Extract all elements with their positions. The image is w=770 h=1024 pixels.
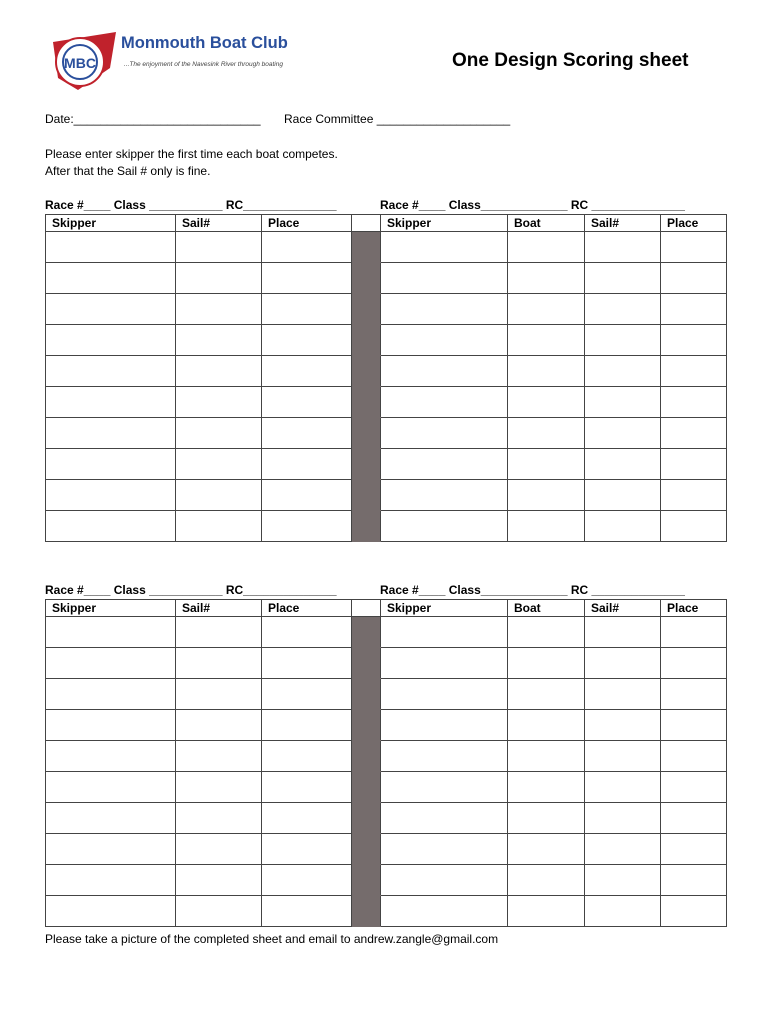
race-header-right[interactable]: Race #____ Class_____________ RC ______________: [380, 198, 685, 212]
column-header: Place: [262, 215, 352, 232]
divider-column: [352, 617, 381, 648]
scoring-table: [45, 214, 727, 542]
entry-cell[interactable]: [508, 263, 585, 294]
entry-cell[interactable]: [585, 834, 661, 865]
entry-cell[interactable]: [176, 648, 262, 679]
entry-cell[interactable]: [262, 648, 352, 679]
entry-cell[interactable]: [381, 772, 508, 803]
entry-cell[interactable]: [46, 834, 176, 865]
entry-cell[interactable]: [508, 834, 585, 865]
divider-column: [352, 325, 381, 356]
entry-cell[interactable]: [508, 325, 585, 356]
entry-cell[interactable]: [262, 232, 352, 263]
entry-cell[interactable]: [176, 617, 262, 648]
entry-cell[interactable]: [46, 865, 176, 896]
table-row: [46, 511, 727, 542]
table-row: [46, 617, 727, 648]
instruction-line: After that the Sail # only is fine.: [45, 164, 211, 178]
entry-cell[interactable]: [46, 710, 176, 741]
entry-cell[interactable]: [585, 679, 661, 710]
entry-cell[interactable]: [46, 449, 176, 480]
entry-cell[interactable]: [661, 387, 727, 418]
entry-cell[interactable]: [176, 896, 262, 927]
entry-cell[interactable]: [176, 294, 262, 325]
entry-cell[interactable]: [176, 803, 262, 834]
entry-cell[interactable]: [585, 356, 661, 387]
entry-cell[interactable]: [176, 263, 262, 294]
entry-cell[interactable]: [585, 617, 661, 648]
divider-column: [352, 710, 381, 741]
column-header: Boat: [508, 600, 585, 617]
entry-cell[interactable]: [508, 356, 585, 387]
entry-cell[interactable]: [381, 679, 508, 710]
table-row: [46, 772, 727, 803]
entry-cell[interactable]: [661, 772, 727, 803]
divider-column: [352, 387, 381, 418]
entry-cell[interactable]: [585, 772, 661, 803]
divider-column: [352, 772, 381, 803]
entry-cell[interactable]: [585, 449, 661, 480]
entry-cell[interactable]: [262, 679, 352, 710]
entry-cell[interactable]: [262, 772, 352, 803]
entry-cell[interactable]: [381, 387, 508, 418]
entry-cell[interactable]: [381, 480, 508, 511]
column-header: Skipper: [46, 600, 176, 617]
column-header: Place: [661, 215, 727, 232]
entry-cell[interactable]: [381, 865, 508, 896]
entry-cell[interactable]: [585, 511, 661, 542]
entry-cell[interactable]: [176, 356, 262, 387]
entry-cell[interactable]: [661, 356, 727, 387]
race-committee-field[interactable]: Race Committee ____________________: [284, 112, 511, 126]
entry-cell[interactable]: [661, 865, 727, 896]
divider-column: [352, 511, 381, 542]
entry-cell[interactable]: [585, 387, 661, 418]
entry-cell[interactable]: [508, 480, 585, 511]
entry-cell[interactable]: [381, 356, 508, 387]
entry-cell[interactable]: [381, 803, 508, 834]
entry-cell[interactable]: [46, 617, 176, 648]
entry-cell[interactable]: [46, 896, 176, 927]
table-row: [46, 387, 727, 418]
divider-column: [352, 215, 381, 232]
entry-cell[interactable]: [508, 648, 585, 679]
entry-cell[interactable]: [46, 418, 176, 449]
entry-cell[interactable]: [46, 803, 176, 834]
entry-cell[interactable]: [585, 648, 661, 679]
entry-cell[interactable]: [661, 511, 727, 542]
table-header-row: [46, 600, 727, 617]
entry-cell[interactable]: [381, 418, 508, 449]
page-title: One Design Scoring sheet: [452, 50, 689, 71]
entry-cell[interactable]: [585, 325, 661, 356]
column-header: Boat: [508, 215, 585, 232]
entry-cell[interactable]: [46, 294, 176, 325]
divider-column: [352, 648, 381, 679]
entry-cell[interactable]: [508, 710, 585, 741]
entry-cell[interactable]: [176, 418, 262, 449]
entry-cell[interactable]: [508, 387, 585, 418]
table-row: [46, 803, 727, 834]
entry-cell[interactable]: [46, 356, 176, 387]
entry-cell[interactable]: [381, 617, 508, 648]
entry-cell[interactable]: [585, 896, 661, 927]
column-header: Sail#: [176, 600, 262, 617]
club-name: Monmouth Boat Club: [121, 34, 288, 52]
entry-cell[interactable]: [381, 263, 508, 294]
entry-cell[interactable]: [381, 325, 508, 356]
column-header: Sail#: [585, 215, 661, 232]
divider-column: [352, 232, 381, 263]
entry-cell[interactable]: [661, 418, 727, 449]
entry-cell[interactable]: [661, 325, 727, 356]
column-header: Place: [661, 600, 727, 617]
entry-cell[interactable]: [508, 617, 585, 648]
table-row: [46, 449, 727, 480]
divider-column: [352, 865, 381, 896]
entry-cell[interactable]: [262, 387, 352, 418]
entry-cell[interactable]: [176, 710, 262, 741]
table-row: [46, 710, 727, 741]
entry-cell[interactable]: [381, 232, 508, 263]
entry-cell[interactable]: [262, 741, 352, 772]
entry-cell[interactable]: [381, 710, 508, 741]
entry-cell[interactable]: [262, 449, 352, 480]
divider-column: [352, 294, 381, 325]
entry-cell[interactable]: [508, 896, 585, 927]
footer-note: Please take a picture of the completed sheet and email to andrew.zangle@gmail.com: [45, 932, 499, 946]
entry-cell[interactable]: [661, 480, 727, 511]
club-emblem-icon: [50, 28, 120, 92]
entry-cell[interactable]: [262, 834, 352, 865]
race-header-right[interactable]: Race #____ Class_____________ RC ______________: [380, 583, 685, 597]
entry-cell[interactable]: [661, 679, 727, 710]
entry-cell[interactable]: [262, 263, 352, 294]
table-header-row: [46, 215, 727, 232]
club-tagline: ...The enjoyment of the Navesink River through boating: [124, 61, 283, 68]
entry-cell[interactable]: [661, 617, 727, 648]
column-header: Sail#: [585, 600, 661, 617]
entry-cell[interactable]: [262, 617, 352, 648]
table-row: [46, 834, 727, 865]
entry-cell[interactable]: [585, 232, 661, 263]
column-header: Sail#: [176, 215, 262, 232]
entry-cell[interactable]: [46, 679, 176, 710]
entry-cell[interactable]: [508, 772, 585, 803]
entry-cell[interactable]: [46, 511, 176, 542]
entry-cell[interactable]: [176, 325, 262, 356]
entry-cell[interactable]: [661, 294, 727, 325]
svg-text:MBC: MBC: [64, 55, 96, 71]
entry-cell[interactable]: [176, 387, 262, 418]
entry-cell[interactable]: [262, 511, 352, 542]
divider-column: [352, 803, 381, 834]
entry-cell[interactable]: [176, 741, 262, 772]
entry-cell[interactable]: [262, 294, 352, 325]
instruction-line: Please enter skipper the first time each boat competes.: [45, 147, 338, 161]
table-row: [46, 896, 727, 927]
column-header: Skipper: [381, 600, 508, 617]
table-row: [46, 480, 727, 511]
entry-cell[interactable]: [585, 418, 661, 449]
entry-cell[interactable]: [381, 294, 508, 325]
table-row: [46, 263, 727, 294]
divider-column: [352, 896, 381, 927]
column-header: Skipper: [381, 215, 508, 232]
entry-cell[interactable]: [661, 232, 727, 263]
entry-cell[interactable]: [585, 803, 661, 834]
entry-cell[interactable]: [176, 511, 262, 542]
entry-cell[interactable]: [46, 325, 176, 356]
entry-cell[interactable]: [661, 449, 727, 480]
divider-column: [352, 679, 381, 710]
table-row: [46, 232, 727, 263]
entry-cell[interactable]: [661, 263, 727, 294]
entry-cell[interactable]: [381, 648, 508, 679]
entry-cell[interactable]: [585, 865, 661, 896]
entry-cell[interactable]: [508, 294, 585, 325]
divider-column: [352, 449, 381, 480]
entry-cell[interactable]: [176, 834, 262, 865]
entry-cell[interactable]: [262, 356, 352, 387]
entry-cell[interactable]: [46, 480, 176, 511]
entry-cell[interactable]: [176, 232, 262, 263]
table-row: [46, 418, 727, 449]
entry-cell[interactable]: [176, 449, 262, 480]
divider-column: [352, 834, 381, 865]
entry-cell[interactable]: [585, 710, 661, 741]
entry-cell[interactable]: [46, 648, 176, 679]
entry-cell[interactable]: [46, 263, 176, 294]
divider-column: [352, 418, 381, 449]
entry-cell[interactable]: [176, 865, 262, 896]
scoring-table: [45, 599, 727, 927]
column-header: Place: [262, 600, 352, 617]
entry-cell[interactable]: [585, 741, 661, 772]
entry-cell[interactable]: [585, 263, 661, 294]
entry-cell[interactable]: [46, 387, 176, 418]
entry-cell[interactable]: [46, 741, 176, 772]
entry-cell[interactable]: [381, 896, 508, 927]
entry-cell[interactable]: [661, 710, 727, 741]
divider-column: [352, 600, 381, 617]
entry-cell[interactable]: [661, 803, 727, 834]
table-row: [46, 325, 727, 356]
table-row: [46, 741, 727, 772]
date-field[interactable]: Date:____________________________: [45, 112, 261, 126]
table-row: [46, 294, 727, 325]
entry-cell[interactable]: [262, 865, 352, 896]
entry-cell[interactable]: [508, 449, 585, 480]
entry-cell[interactable]: [262, 710, 352, 741]
entry-cell[interactable]: [381, 449, 508, 480]
entry-cell[interactable]: [508, 418, 585, 449]
entry-cell[interactable]: [585, 480, 661, 511]
entry-cell[interactable]: [262, 480, 352, 511]
entry-cell[interactable]: [46, 772, 176, 803]
entry-cell[interactable]: [46, 232, 176, 263]
entry-cell[interactable]: [661, 648, 727, 679]
table-row: [46, 865, 727, 896]
entry-cell[interactable]: [381, 741, 508, 772]
entry-cell[interactable]: [661, 834, 727, 865]
entry-cell[interactable]: [508, 741, 585, 772]
entry-cell[interactable]: [661, 896, 727, 927]
entry-cell[interactable]: [508, 511, 585, 542]
column-header: Skipper: [46, 215, 176, 232]
table-row: [46, 679, 727, 710]
entry-cell[interactable]: [381, 511, 508, 542]
entry-cell[interactable]: [661, 741, 727, 772]
entry-cell[interactable]: [508, 803, 585, 834]
entry-cell[interactable]: [176, 679, 262, 710]
divider-column: [352, 263, 381, 294]
entry-cell[interactable]: [176, 480, 262, 511]
entry-cell[interactable]: [262, 803, 352, 834]
entry-cell[interactable]: [508, 232, 585, 263]
table-row: [46, 648, 727, 679]
race-header-left[interactable]: Race #____ Class ___________ RC______________: [45, 198, 337, 212]
entry-cell[interactable]: [508, 679, 585, 710]
entry-cell[interactable]: [262, 325, 352, 356]
divider-column: [352, 480, 381, 511]
entry-cell[interactable]: [262, 896, 352, 927]
entry-cell[interactable]: [381, 834, 508, 865]
table-row: [46, 356, 727, 387]
entry-cell[interactable]: [508, 865, 585, 896]
entry-cell[interactable]: [176, 772, 262, 803]
race-header-left[interactable]: Race #____ Class ___________ RC______________: [45, 583, 337, 597]
entry-cell[interactable]: [262, 418, 352, 449]
entry-cell[interactable]: [585, 294, 661, 325]
divider-column: [352, 356, 381, 387]
divider-column: [352, 741, 381, 772]
